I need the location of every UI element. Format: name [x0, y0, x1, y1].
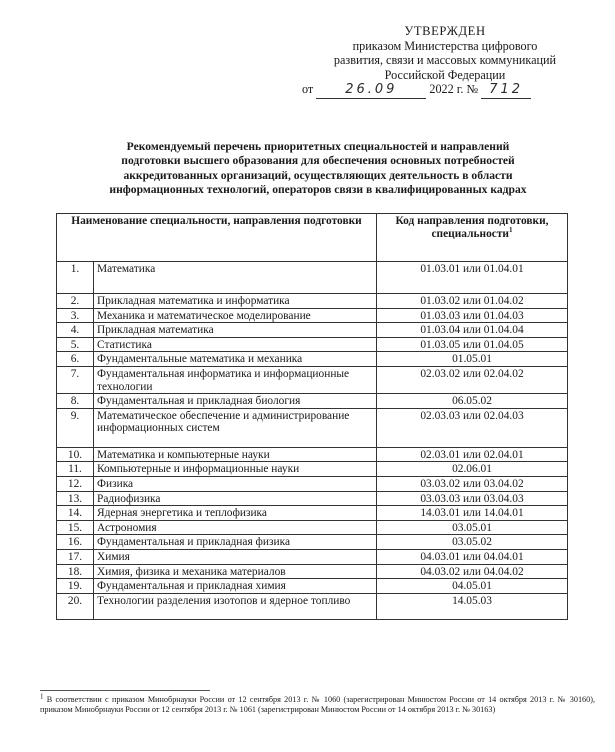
footnote-divider — [40, 690, 210, 691]
row-number: 14. — [57, 506, 94, 521]
row-number: 5. — [57, 337, 94, 352]
table-row — [57, 262, 568, 294]
row-number: 6. — [57, 352, 94, 367]
specialties-table — [56, 213, 568, 620]
table-row — [57, 408, 568, 447]
row-code: 02.06.01 — [377, 462, 568, 477]
heading-line-1: Рекомендуемый перечень приоритетных специальностей и направлений — [126, 140, 510, 153]
document-heading — [52, 140, 584, 198]
row-name: Химия — [94, 549, 377, 564]
table-body — [57, 262, 568, 620]
row-code: 02.03.01 или 02.04.01 — [377, 447, 568, 462]
row-name: Механика и математическое моделирование — [94, 308, 377, 323]
table-row — [57, 308, 568, 323]
row-code: 06.05.02 — [377, 394, 568, 409]
row-name: Астрономия — [94, 520, 377, 535]
table-row — [57, 476, 568, 491]
row-number: 13. — [57, 491, 94, 506]
table-row — [57, 462, 568, 477]
row-name: Компьютерные и информационные науки — [94, 462, 377, 477]
row-name: Радиофизика — [94, 491, 377, 506]
row-number: 17. — [57, 549, 94, 564]
row-name: Фундаментальная и прикладная биология — [94, 394, 377, 409]
approval-block — [300, 24, 590, 99]
row-name: Фундаментальная информатика и информационные технологии — [94, 366, 377, 393]
row-number: 19. — [57, 579, 94, 594]
row-name: Математика — [94, 262, 377, 294]
header-code-label: Код направления подготовки, специальности — [395, 215, 549, 240]
table-row — [57, 549, 568, 564]
row-number: 12. — [57, 476, 94, 491]
row-code: 01.03.02 или 01.04.02 — [377, 294, 568, 309]
approval-line-2: развития, связи и массовых коммуникаций — [333, 53, 557, 67]
table-row — [57, 535, 568, 550]
header-name-label: Наименование специальности, направления подготовки — [71, 215, 362, 227]
date-prefix: от — [302, 82, 314, 96]
row-name: Физика — [94, 476, 377, 491]
row-number: 15. — [57, 520, 94, 535]
table-row — [57, 564, 568, 579]
row-number: 9. — [57, 408, 94, 447]
row-number: 1. — [57, 262, 94, 294]
year-text: 2022 г. № — [429, 82, 479, 96]
handwritten-date: 26.09 — [316, 83, 426, 99]
row-number: 2. — [57, 294, 94, 309]
row-code: 02.03.03 или 02.04.03 — [377, 408, 568, 447]
row-code: 03.05.01 — [377, 520, 568, 535]
row-code: 03.03.02 или 03.04.02 — [377, 476, 568, 491]
row-name: Фундаментальная и прикладная химия — [94, 579, 377, 594]
row-name: Математика и компьютерные науки — [94, 447, 377, 462]
row-code: 02.03.02 или 02.04.02 — [377, 366, 568, 393]
approval-line-3: Российской Федерации — [384, 67, 506, 82]
row-name: Технологии разделения изотопов и ядерное топливо — [94, 593, 377, 619]
row-name: Химия, физика и механика материалов — [94, 564, 377, 579]
handwritten-number: 712 — [481, 83, 531, 99]
row-number: 10. — [57, 447, 94, 462]
approval-date-line — [300, 82, 590, 99]
table-row — [57, 491, 568, 506]
row-number: 8. — [57, 394, 94, 409]
row-code: 14.05.03 — [377, 593, 568, 619]
heading-line-2: подготовки высшего образования для обеспечения основных потребностей — [121, 154, 515, 168]
row-name: Статистика — [94, 337, 377, 352]
table-row — [57, 593, 568, 619]
row-code: 04.03.02 или 04.04.02 — [377, 564, 568, 579]
row-number: 7. — [57, 366, 94, 393]
row-number: 20. — [57, 593, 94, 619]
header-name-cell — [57, 214, 377, 262]
row-code: 01.05.01 — [377, 352, 568, 367]
table-header-row — [57, 214, 568, 262]
table-row — [57, 506, 568, 521]
table-row — [57, 394, 568, 409]
row-name: Фундаментальная и прикладная физика — [94, 535, 377, 550]
header-code-cell — [377, 214, 568, 262]
row-code: 01.03.01 или 01.04.01 — [377, 262, 568, 294]
row-code: 01.03.04 или 01.04.04 — [377, 323, 568, 338]
row-name: Фундаментальные математика и механика — [94, 352, 377, 367]
footnote-ref: 1 — [508, 225, 513, 234]
table-row — [57, 323, 568, 338]
table-row — [57, 520, 568, 535]
approval-line-1: приказом Министерства цифрового — [352, 38, 538, 53]
row-code: 04.03.01 или 04.04.01 — [377, 549, 568, 564]
row-code: 03.05.02 — [377, 535, 568, 550]
approval-title: УТВЕРЖДЕН — [404, 24, 486, 38]
heading-line-4: информационных технологий, операторов связи в квалифицированных кадрах — [109, 183, 527, 197]
row-name: Ядерная энергетика и теплофизика — [94, 506, 377, 521]
row-code: 01.03.05 или 01.04.05 — [377, 337, 568, 352]
table-row — [57, 337, 568, 352]
row-name: Прикладная математика — [94, 323, 377, 338]
row-code: 03.03.03 или 03.04.03 — [377, 491, 568, 506]
row-name: Математическое обеспечение и администрирование информационных систем — [94, 408, 377, 447]
row-number: 11. — [57, 462, 94, 477]
footnote — [40, 692, 595, 715]
footnote-text: В соответствии с приказом Минобрнауки России от 12 сентября 2013 г. № 1060 (зарегистрирован Минюстом России от 14 октября 2013 г. № 30160), приказом Минобрнауки России от 12 сентября 2013 г. № 1061 (зарегистрирован Минюстом России от 14 октября 2013 г. № 30163) — [40, 695, 595, 715]
table-row — [57, 447, 568, 462]
row-code: 01.03.03 или 01.04.03 — [377, 308, 568, 323]
row-code: 14.03.01 или 14.04.01 — [377, 506, 568, 521]
row-number: 3. — [57, 308, 94, 323]
row-code: 04.05.01 — [377, 579, 568, 594]
row-name: Прикладная математика и информатика — [94, 294, 377, 309]
table-row — [57, 352, 568, 367]
table-row — [57, 366, 568, 393]
footnote-marker: 1 — [40, 692, 44, 701]
row-number: 4. — [57, 323, 94, 338]
table-row — [57, 294, 568, 309]
row-number: 16. — [57, 535, 94, 550]
row-number: 18. — [57, 564, 94, 579]
heading-line-3: аккредитованных организаций, осуществляющих деятельность в области — [123, 168, 513, 182]
table-row — [57, 579, 568, 594]
